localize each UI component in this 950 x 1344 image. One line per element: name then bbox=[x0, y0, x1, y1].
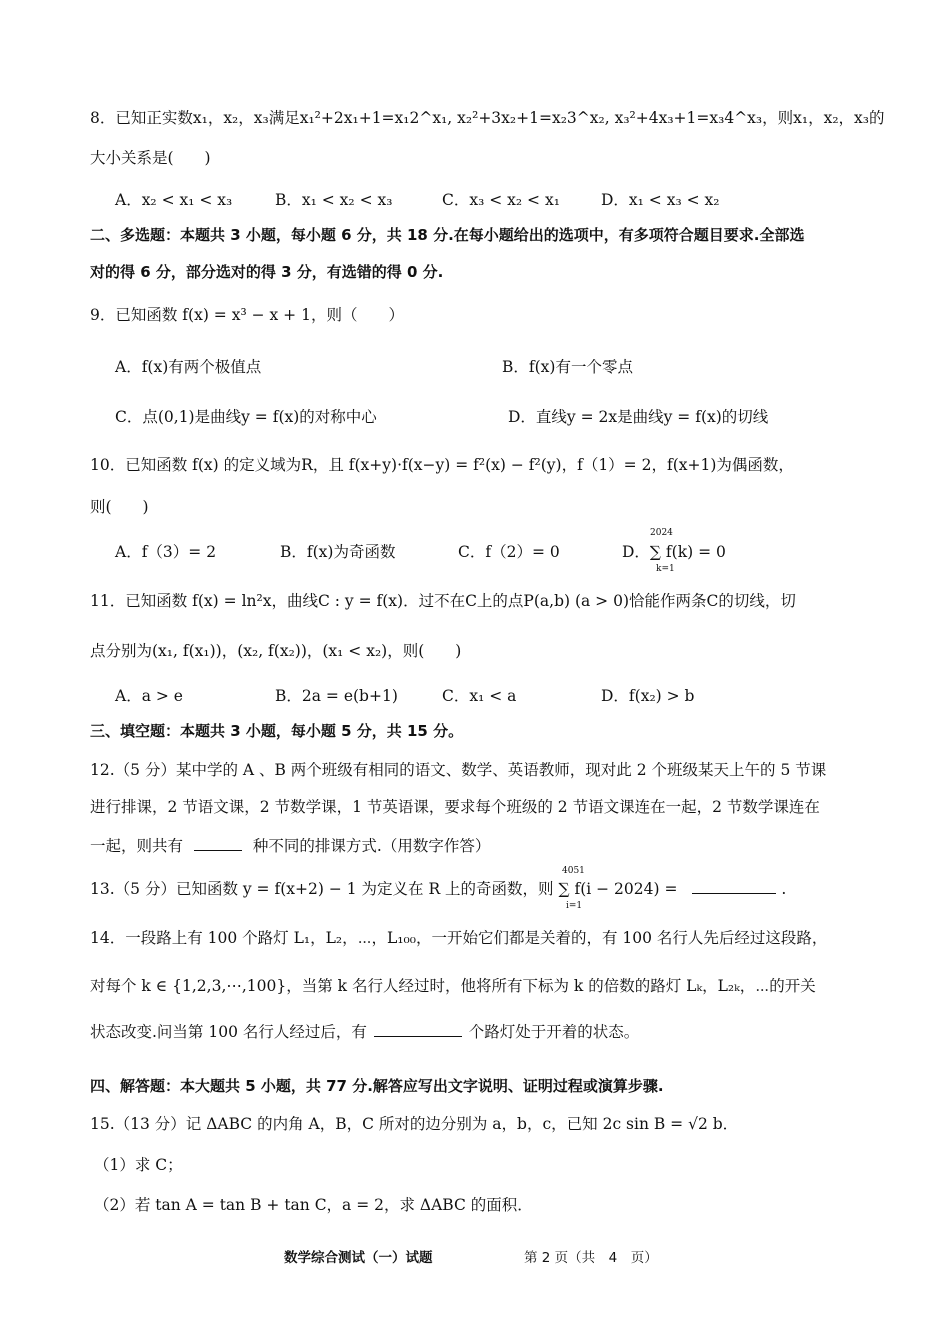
section3-heading: 三、填空题：本题共 3 小题，每小题 5 分，共 15 分。 bbox=[90, 722, 464, 740]
q12-answer-blank[interactable] bbox=[194, 834, 242, 851]
q8-option-b: B．x₁ < x₂ < x₃ bbox=[275, 191, 393, 209]
q9-option-a: A．f(x)有两个极值点 bbox=[115, 358, 262, 376]
q8-option-d: D．x₁ < x₃ < x₂ bbox=[601, 191, 720, 209]
q14-line2: 对每个 k ∈ {1,2,3,⋯,100}，当第 k 名行人经过时，他将所有下标为 k 的倍数的路灯 Lₖ，L₂ₖ，⋯的开关 bbox=[90, 977, 816, 995]
q14-line3-end: 个路灯处于开着的状态。 bbox=[468, 1023, 640, 1041]
q11-option-b: B．2a = e(b+1) bbox=[275, 687, 398, 705]
q13-line bbox=[90, 877, 786, 899]
q12-line1: 12.（5 分）某中学的 A 、B 两个班级有相同的语文、数学、英语教师，现对此 2 个班级某天上午的 5 节课 bbox=[90, 761, 827, 779]
q13-sum-lower: i=1 bbox=[566, 901, 583, 911]
q14-answer-blank[interactable] bbox=[374, 1020, 462, 1037]
q13-sum-upper: 4051 bbox=[562, 866, 585, 876]
q10-line2: 则( ) bbox=[90, 498, 149, 516]
q8-option-a: A．x₂ < x₁ < x₃ bbox=[115, 191, 233, 209]
q12-line3-start: 一起，则共有 bbox=[90, 837, 184, 855]
q13-end: . bbox=[781, 880, 787, 898]
section4-heading: 四、解答题：本大题共 5 小题，共 77 分.解答应写出文字说明、证明过程或演算步骤. bbox=[90, 1077, 664, 1095]
q12-line3 bbox=[90, 834, 490, 856]
footer-title: 数学综合测试（一）试题 bbox=[284, 1250, 433, 1266]
q15-part2: （2）若 tan A = tan B + tan C，a = 2，求 ΔABC 的面积． bbox=[94, 1196, 533, 1214]
q14-line3-start: 状态改变.问当第 100 名行人经过后，有 bbox=[90, 1023, 367, 1041]
q10-option-d: D．∑ f(k) = 0 bbox=[622, 543, 726, 561]
q15-part1: （1）求 C； bbox=[94, 1156, 183, 1174]
section2-heading-line2: 对的得 6 分，部分选对的得 3 分，有选错的得 0 分. bbox=[90, 263, 444, 281]
q8-line1: 8．已知正实数x₁，x₂，x₃满足x₁²+2x₁+1=x₁2^x₁, x₂²+3x₂+1=x₂3^x₂, x₃²+4x₃+1=x₃4^x₃，则x₁，x₂，x₃的 bbox=[90, 109, 885, 127]
q10-line1: 10．已知函数 f(x) 的定义域为R，且 f(x+y)·f(x−y) = f²(x) − f²(y)，f（1）= 2，f(x+1)为偶函数， bbox=[90, 456, 794, 474]
footer-page-number: 第 2 页（共 4 页） bbox=[524, 1250, 658, 1266]
q8-line2: 大小关系是( ) bbox=[90, 149, 211, 167]
q12-line3-end: 种不同的排课方式.（用数字作答） bbox=[252, 837, 491, 855]
q10-option-a: A．f（3）= 2 bbox=[115, 543, 217, 561]
q10-sum-lower: k=1 bbox=[656, 564, 675, 574]
q10-option-c: C．f（2）= 0 bbox=[458, 543, 560, 561]
q12-line2: 进行排课，2 节语文课，2 节数学课，1 节英语课，要求每个班级的 2 节语文课连在一起，2 节数学课连在 bbox=[90, 798, 820, 816]
q9-option-d: D．直线y = 2x是曲线y = f(x)的切线 bbox=[508, 408, 769, 426]
q13-answer-blank[interactable] bbox=[692, 877, 776, 894]
section2-heading-line1: 二、多选题：本题共 3 小题，每小题 6 分，共 18 分.在每小题给出的选项中，有多项符合题目要求.全部选 bbox=[90, 226, 805, 244]
q14-line3 bbox=[90, 1020, 639, 1042]
q13-text: 13.（5 分）已知函数 y = f(x+2) − 1 为定义在 R 上的奇函数，则 ∑ f(i − 2024) = bbox=[90, 880, 678, 898]
q15-line1: 15.（13 分）记 ΔABC 的内角 A，B，C 所对的边分别为 a，b，c，已知 2c sin B = √2 b． bbox=[90, 1115, 739, 1133]
q9-option-b: B．f(x)有一个零点 bbox=[502, 358, 633, 376]
q11-option-d: D．f(x₂) > b bbox=[601, 687, 695, 705]
q9-option-c: C．点(0,1)是曲线y = f(x)的对称中心 bbox=[115, 408, 377, 426]
q11-line1: 11．已知函数 f(x) = ln²x，曲线C : y = f(x)．过不在C上的点P(a,b) (a > 0)恰能作两条C的切线，切 bbox=[90, 592, 796, 610]
q11-line2: 点分别为(x₁, f(x₁))，(x₂, f(x₂))，(x₁ < x₂)，则( ) bbox=[90, 642, 462, 660]
q14-line1: 14．一段路上有 100 个路灯 L₁，L₂，⋯，L₁₀₀，一开始它们都是关着的，有 100 名行人先后经过这段路， bbox=[90, 929, 828, 947]
q11-option-c: C．x₁ < a bbox=[442, 687, 517, 705]
q10-sum-upper: 2024 bbox=[650, 528, 673, 538]
q8-option-c: C．x₃ < x₂ < x₁ bbox=[442, 191, 560, 209]
q11-option-a: A．a > e bbox=[115, 687, 183, 705]
q10-option-b: B．f(x)为奇函数 bbox=[280, 543, 396, 561]
q9-stem: 9．已知函数 f(x) = x³ − x + 1，则（ ） bbox=[90, 306, 404, 324]
